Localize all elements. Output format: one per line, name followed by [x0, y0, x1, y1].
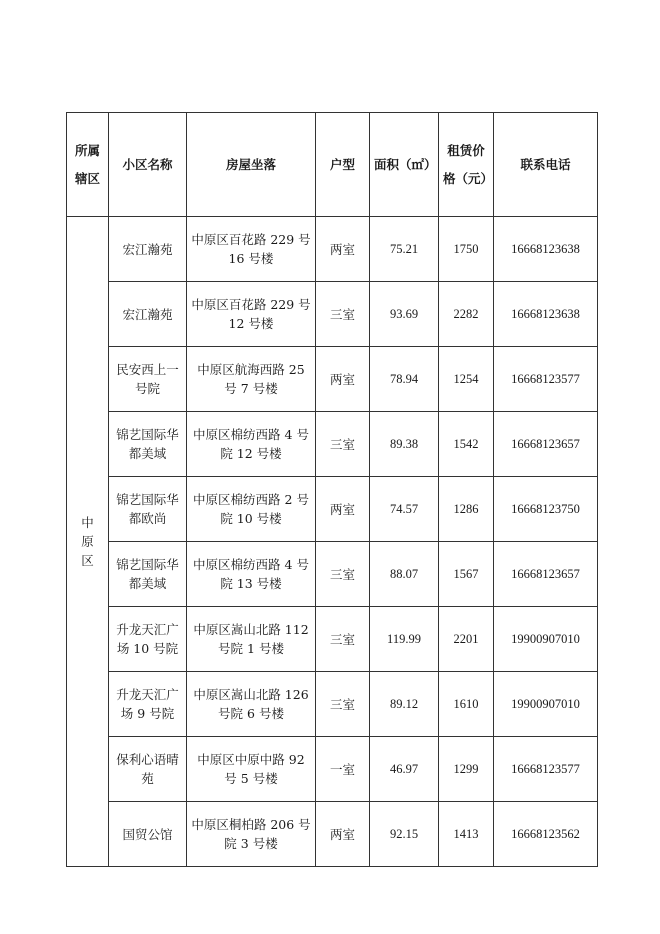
district-label: 中原区 [81, 515, 94, 568]
type-cell: 三室 [316, 672, 370, 737]
community-cell: 宏江瀚苑 [109, 282, 187, 347]
phone-cell: 16668123638 [494, 217, 598, 282]
address-cell: 中原区中原中路 92 号 5 号楼 [187, 737, 316, 802]
address-cell: 中原区航海西路 25 号 7 号楼 [187, 347, 316, 412]
address-cell: 中原区桐柏路 206 号院 3 号楼 [187, 802, 316, 867]
table-row [67, 477, 598, 542]
area-cell: 75.21 [370, 217, 439, 282]
area-cell: 93.69 [370, 282, 439, 347]
table-row [67, 347, 598, 412]
type-cell: 两室 [316, 347, 370, 412]
header-area: 面积（㎡） [370, 113, 439, 217]
header-address: 房屋坐落 [187, 113, 316, 217]
area-cell: 119.99 [370, 607, 439, 672]
header-district: 所属辖区 [67, 113, 109, 217]
address-cell: 中原区棉纺西路 2 号院 10 号楼 [187, 477, 316, 542]
community-cell: 民安西上一号院 [109, 347, 187, 412]
price-cell: 2201 [439, 607, 494, 672]
type-cell: 两室 [316, 477, 370, 542]
community-cell: 升龙天汇广场 9 号院 [109, 672, 187, 737]
price-cell: 1750 [439, 217, 494, 282]
header-price: 租赁价格（元） [439, 113, 494, 217]
table-row [67, 217, 598, 282]
community-cell: 升龙天汇广场 10 号院 [109, 607, 187, 672]
price-cell: 1567 [439, 542, 494, 607]
phone-cell: 16668123577 [494, 347, 598, 412]
phone-cell: 16668123562 [494, 802, 598, 867]
table-row [67, 607, 598, 672]
address-cell: 中原区棉纺西路 4 号院 13 号楼 [187, 542, 316, 607]
phone-cell: 19900907010 [494, 607, 598, 672]
area-cell: 92.15 [370, 802, 439, 867]
phone-cell: 19900907010 [494, 672, 598, 737]
phone-cell: 16668123577 [494, 737, 598, 802]
address-cell: 中原区棉纺西路 4 号院 12 号楼 [187, 412, 316, 477]
address-cell: 中原区百花路 229 号 16 号楼 [187, 217, 316, 282]
area-cell: 46.97 [370, 737, 439, 802]
address-cell: 中原区百花路 229 号 12 号楼 [187, 282, 316, 347]
price-cell: 2282 [439, 282, 494, 347]
type-cell: 三室 [316, 542, 370, 607]
district-cell [67, 217, 109, 867]
table-row [67, 737, 598, 802]
area-cell: 88.07 [370, 542, 439, 607]
community-cell: 宏江瀚苑 [109, 217, 187, 282]
table-row [67, 542, 598, 607]
price-cell: 1254 [439, 347, 494, 412]
area-cell: 89.12 [370, 672, 439, 737]
address-cell: 中原区嵩山北路 112 号院 1 号楼 [187, 607, 316, 672]
price-cell: 1286 [439, 477, 494, 542]
area-cell: 74.57 [370, 477, 439, 542]
header-community: 小区名称 [109, 113, 187, 217]
phone-cell: 16668123750 [494, 477, 598, 542]
table-row [67, 282, 598, 347]
table-row [67, 802, 598, 867]
price-cell: 1610 [439, 672, 494, 737]
price-cell: 1413 [439, 802, 494, 867]
price-cell: 1542 [439, 412, 494, 477]
area-cell: 78.94 [370, 347, 439, 412]
phone-cell: 16668123638 [494, 282, 598, 347]
address-cell: 中原区嵩山北路 126 号院 6 号楼 [187, 672, 316, 737]
type-cell: 两室 [316, 802, 370, 867]
community-cell: 锦艺国际华都美域 [109, 412, 187, 477]
type-cell: 三室 [316, 412, 370, 477]
phone-cell: 16668123657 [494, 412, 598, 477]
table-row [67, 412, 598, 477]
type-cell: 三室 [316, 282, 370, 347]
type-cell: 一室 [316, 737, 370, 802]
community-cell: 锦艺国际华都欧尚 [109, 477, 187, 542]
community-cell: 锦艺国际华都美域 [109, 542, 187, 607]
rental-table [66, 112, 598, 867]
price-cell: 1299 [439, 737, 494, 802]
header-type: 户型 [316, 113, 370, 217]
community-cell: 保利心语晴苑 [109, 737, 187, 802]
type-cell: 两室 [316, 217, 370, 282]
header-phone: 联系电话 [494, 113, 598, 217]
community-cell: 国贸公馆 [109, 802, 187, 867]
table-row [67, 672, 598, 737]
area-cell: 89.38 [370, 412, 439, 477]
header-row [67, 113, 598, 217]
phone-cell: 16668123657 [494, 542, 598, 607]
type-cell: 三室 [316, 607, 370, 672]
